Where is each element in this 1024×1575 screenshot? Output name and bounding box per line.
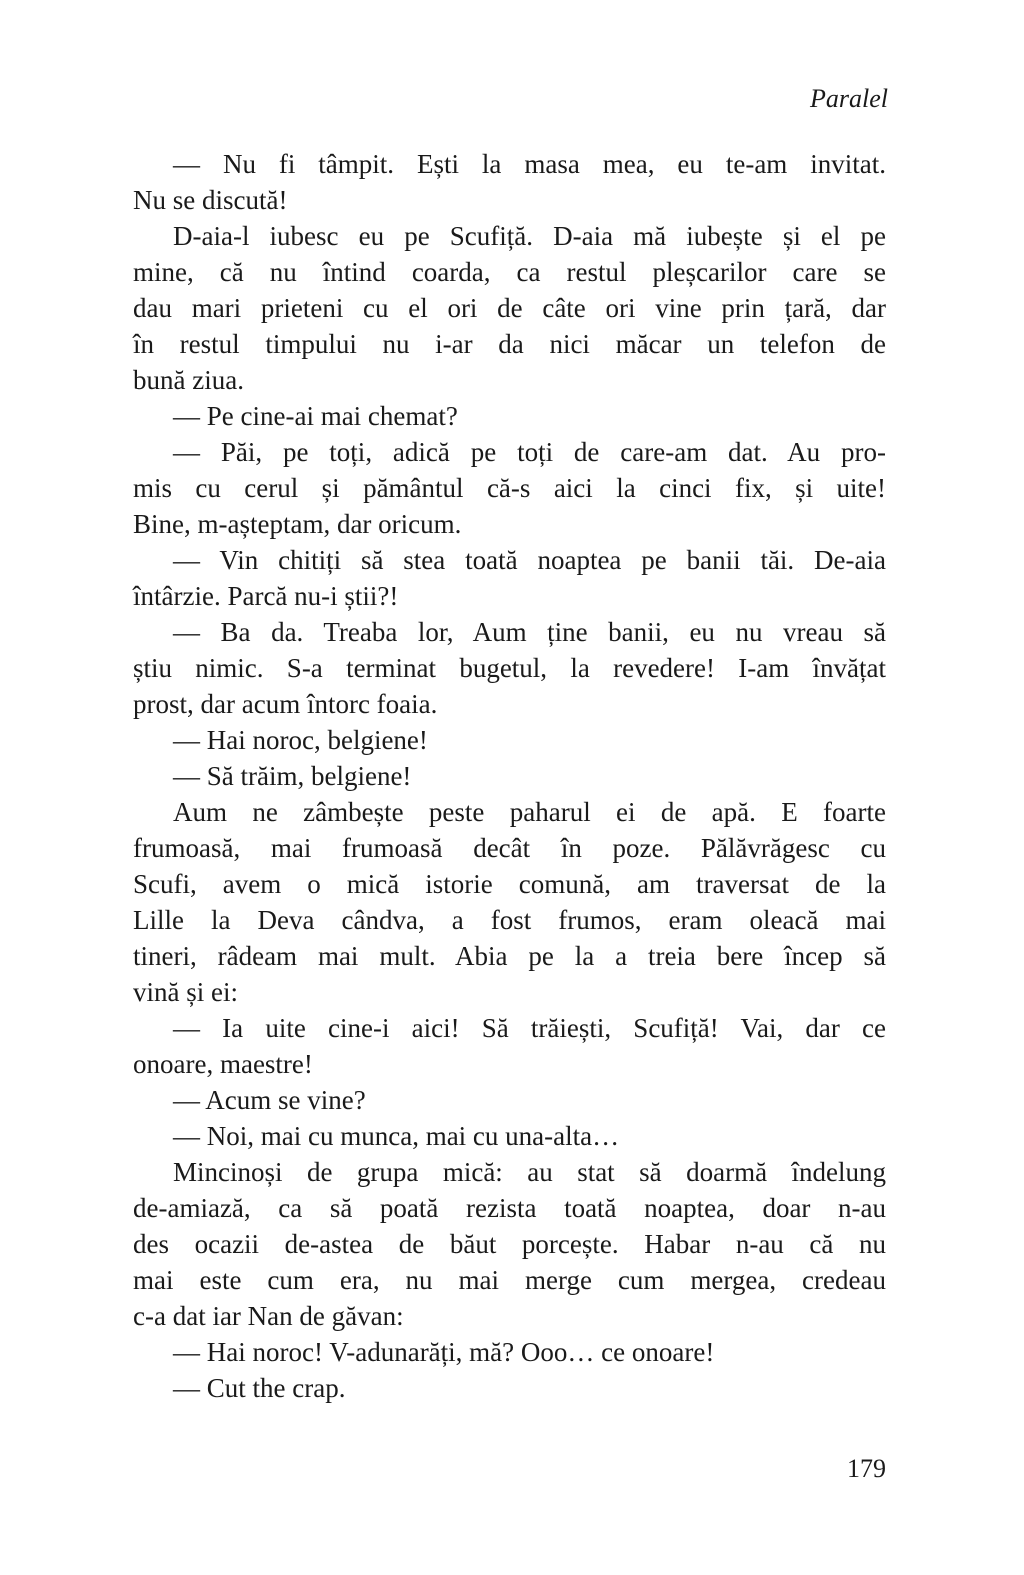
text-line: — Păi, pe toți, adică pe toți de care-am dat. Au pro- [173,437,886,467]
page-number: 179 [847,1454,886,1483]
text-line: de-amiază, ca să poată rezista toată noaptea, doar n-au [133,1193,886,1223]
text-line: mis cu cerul și pământul că-s aici la cinci fix, și uite! [133,473,886,503]
text-line: mine, că nu întind coarda, ca restul pleșcarilor care se [133,257,886,287]
text-line: — Cut the crap. [173,1373,346,1403]
running-title: Paralel [810,84,888,113]
text-line: Aum ne zâmbește peste paharul ei de apă. E foarte [173,797,886,827]
body-text [133,146,886,1406]
text-line: — Hai noroc, belgiene! [173,725,428,755]
text-line: întârzie. Parcă nu-i știi?! [133,581,399,611]
text-line: des ocazii de-astea de băut porcește. Habar n-au că nu [133,1229,886,1259]
text-line: — Vin chitiți să stea toată noaptea pe banii tăi. De-aia [173,545,886,575]
text-line: știu nimic. S-a terminat bugetul, la revedere! I-am învățat [133,653,886,683]
text-line: — Noi, mai cu munca, mai cu una-alta… [173,1121,620,1151]
text-line: bună ziua. [133,365,244,395]
text-line: în restul timpului nu i-ar da nici măcar un telefon de [133,329,886,359]
text-line: Nu se discută! [133,185,288,215]
text-line: prost, dar acum întorc foaia. [133,689,438,719]
text-line: mai este cum era, nu mai merge cum mergea, credeau [133,1265,886,1295]
text-line: — Nu fi tâmpit. Ești la masa mea, eu te-am invitat. [173,149,886,179]
text-line: — Pe cine-ai mai chemat? [173,401,458,431]
text-line: dau mari prieteni cu el ori de câte ori vine prin țară, dar [133,293,886,323]
text-line: — Ba da. Treaba lor, Aum ține banii, eu nu vreau să [173,617,886,647]
text-line: vină și ei: [133,977,238,1007]
text-line: frumoasă, mai frumoasă decât în poze. Pălăvrăgesc cu [133,833,886,863]
text-line: c-a dat iar Nan de găvan: [133,1301,404,1331]
text-line: Bine, m-așteptam, dar oricum. [133,509,462,539]
text-line: Mincinoși de grupa mică: au stat să doarmă îndelung [173,1157,886,1187]
text-line: — Să trăim, belgiene! [173,761,412,791]
text-line: D-aia-l iubesc eu pe Scufiță. D-aia mă iubește și el pe [173,221,886,251]
text-line: onoare, maestre! [133,1049,313,1079]
text-line: tineri, râdeam mai mult. Abia pe la a treia bere încep să [133,941,886,971]
text-line: Lille la Deva cândva, a fost frumos, eram oleacă mai [133,905,886,935]
text-line: — Acum se vine? [173,1085,366,1115]
text-line: — Ia uite cine-i aici! Să trăiești, Scufiță! Vai, dar ce [173,1013,886,1043]
text-line: — Hai noroc! V-adunarăți, mă? Ooo… ce onoare! [173,1337,715,1367]
text-line: Scufi, avem o mică istorie comună, am traversat de la [133,869,886,899]
